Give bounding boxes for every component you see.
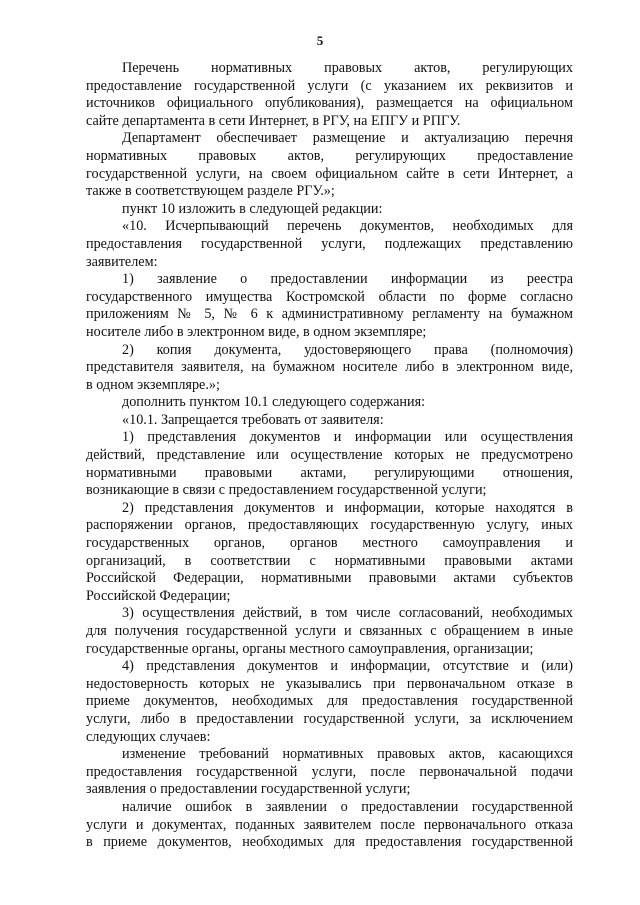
text-line: изменение требований нормативных правовых актов, касающихся bbox=[122, 746, 573, 763]
text-line: в одном экземпляре.»; bbox=[86, 376, 220, 393]
text-line: 1) представления документов и информации или осуществления bbox=[122, 429, 573, 446]
text-line: 2) представления документов и информации, которые находятся в bbox=[122, 499, 573, 516]
text-line: представителя заявителя, на бумажном носителе либо в электронном виде, bbox=[86, 359, 573, 376]
text-line: государственные органы, органы местного самоуправления, организации; bbox=[86, 640, 534, 657]
text-line: Перечень нормативных правовых актов, регулирующих bbox=[122, 60, 573, 76]
text-line: приложениям № 5, № 6 к административному регламенту на бумажном bbox=[86, 306, 573, 323]
text-line: сайте департамента в сети Интернет, в РГУ, на ЕПГУ и РПГУ. bbox=[86, 112, 461, 129]
text-line: предоставления государственной услуги, подлежащих представлению bbox=[86, 235, 573, 252]
page-number: 5 bbox=[316, 33, 324, 48]
text-line: недостоверность которых не указывались при первоначальном отказе в bbox=[86, 675, 573, 692]
text-line: нормативными правовыми актами, регулирующими отношения, bbox=[86, 464, 573, 481]
text-line: следующих случаев: bbox=[86, 728, 211, 745]
text-line: дополнить пунктом 10.1 следующего содержания: bbox=[122, 394, 426, 411]
text-line: организаций, в соответствии с нормативными правовыми актами bbox=[86, 552, 573, 569]
text-line: приеме документов, необходимых для предоставления государственной bbox=[86, 693, 573, 710]
text-line: для получения государственной услуги и связанных с обращением в иные bbox=[86, 623, 573, 639]
text-line: пункт 10 изложить в следующей редакции: bbox=[122, 200, 383, 217]
text-line: распоряжении органов, предоставляющих государственную услугу, иных bbox=[86, 517, 573, 534]
text-line: услуги, либо в предоставлении государственной услуги, за исключением bbox=[86, 710, 573, 727]
text-line: государственных органов, органов местного самоуправления и bbox=[86, 535, 573, 552]
text-line: государственного имущества Костромской области по форме согласно bbox=[86, 288, 573, 305]
document-body bbox=[86, 60, 573, 852]
text-line: 4) представления документов и информации, отсутствие и (или) bbox=[122, 658, 573, 675]
text-line: предоставление государственной услуги (с указанием их реквизитов и bbox=[86, 77, 573, 94]
text-line: заявителем: bbox=[86, 253, 158, 270]
text-line: Российской Федерации; bbox=[86, 587, 231, 604]
text-line: носителе либо в электронном виде, в одном экземпляре; bbox=[86, 323, 427, 340]
text-line: «10.1. Запрещается требовать от заявителя: bbox=[122, 411, 384, 428]
text-line: наличие ошибок в заявлении о предоставлении государственной bbox=[122, 798, 573, 815]
text-line: услуги и документах, поданных заявителем после первоначального отказа bbox=[86, 816, 573, 833]
text-line: источников официального опубликования), размещается на официальном bbox=[86, 95, 573, 112]
text-line: предоставления государственной услуги, после первоначальной подачи bbox=[86, 763, 573, 780]
text-line: «10. Исчерпывающий перечень документов, необходимых для bbox=[122, 218, 573, 235]
text-line: Департамент обеспечивает размещение и актуализацию перечня bbox=[122, 130, 573, 147]
text-line: заявления о предоставлении государственной услуги; bbox=[86, 781, 411, 798]
text-line: нормативных правовых актов, регулирующих предоставление bbox=[86, 147, 573, 164]
text-line: в приеме документов, необходимых для предоставления государственной bbox=[86, 834, 573, 851]
text-line: 1) заявление о предоставлении информации из реестра bbox=[122, 271, 573, 288]
text-line: Российской Федерации, нормативными правовыми актами субъектов bbox=[86, 570, 573, 587]
text-line: действий, представление или осуществление которых не предусмотрено bbox=[86, 447, 573, 464]
text-line: 2) копия документа, удостоверяющего права (полномочия) bbox=[122, 341, 573, 358]
text-line: 3) осуществления действий, в том числе согласований, необходимых bbox=[122, 605, 573, 622]
text-line: возникающие в связи с предоставлением государственной услуги; bbox=[86, 482, 487, 499]
text-line: государственной услуги, на своем официальном сайте в сети Интернет, а bbox=[86, 165, 573, 182]
text-line: также в соответствующем разделе РГУ.»; bbox=[86, 183, 335, 200]
